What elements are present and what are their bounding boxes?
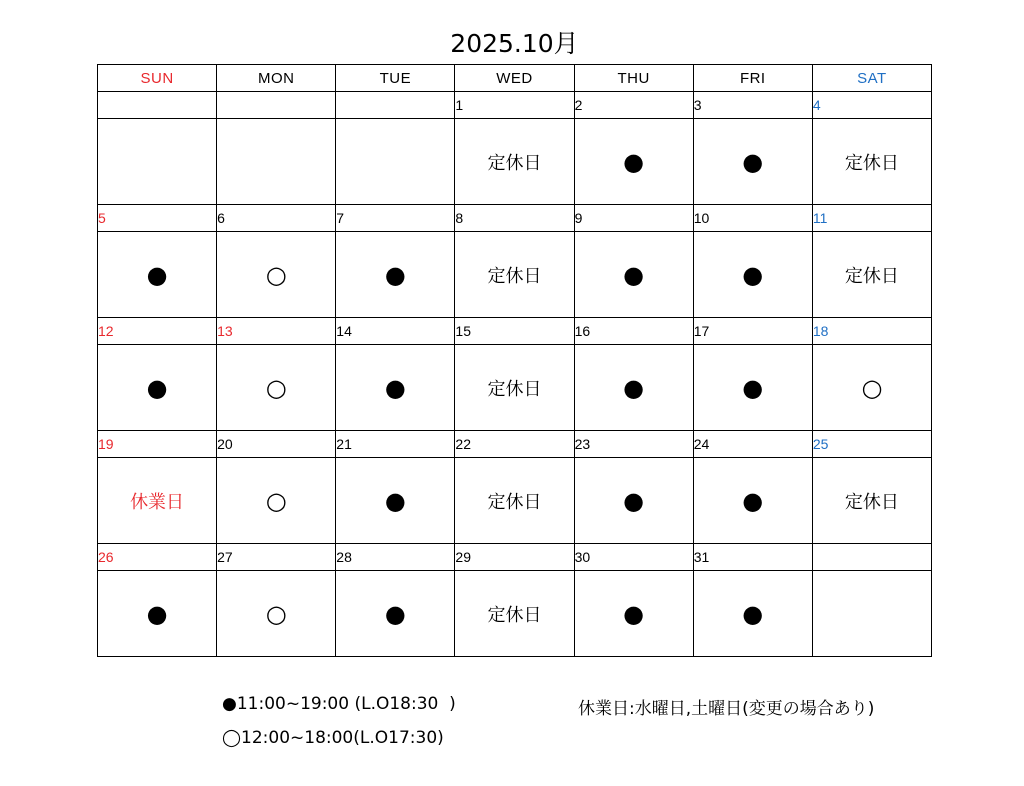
week-1-status-row: [98, 119, 932, 205]
calendar-title: 2025.10月: [450, 29, 579, 58]
regular-holiday-label: 定休日: [455, 571, 574, 657]
week-4-status-row: [98, 458, 932, 544]
date-cell: 14: [336, 318, 455, 345]
date-cell: 28: [336, 544, 455, 571]
date-cell: 30: [574, 544, 693, 571]
date-cell: 22: [455, 431, 574, 458]
regular-holiday-label: 定休日: [455, 458, 574, 544]
filled-circle-icon: ●: [98, 345, 217, 431]
legend-closed-days-note: 休業日:水曜日,土曜日(変更の場合あり): [578, 699, 875, 719]
weekday-fri: FRI: [693, 65, 812, 92]
date-cell: 20: [217, 431, 336, 458]
weekday-wed: WED: [455, 65, 574, 92]
date-cell: 29: [455, 544, 574, 571]
date-cell: 7: [336, 205, 455, 232]
filled-circle-icon: ●: [693, 232, 812, 318]
date-cell: 18: [812, 318, 931, 345]
filled-circle-icon: ●: [574, 458, 693, 544]
empty-cell: [336, 119, 455, 205]
date-cell: 9: [574, 205, 693, 232]
date-cell: 13: [217, 318, 336, 345]
weekday-mon: MON: [217, 65, 336, 92]
filled-circle-icon: ●: [693, 119, 812, 205]
filled-circle-icon: ●: [336, 232, 455, 318]
week-1-date-row: [98, 92, 932, 119]
weekday-tue: TUE: [336, 65, 455, 92]
filled-circle-icon: ●: [693, 571, 812, 657]
filled-circle-icon: ●: [336, 345, 455, 431]
regular-holiday-label: 定休日: [812, 119, 931, 205]
weekday-header-row: [98, 65, 932, 92]
filled-circle-icon: ●: [336, 458, 455, 544]
open-circle-icon: ○: [217, 458, 336, 544]
weekday-thu: THU: [574, 65, 693, 92]
date-cell: 6: [217, 205, 336, 232]
empty-date-cell: [217, 92, 336, 119]
week-2-date-row: [98, 205, 932, 232]
regular-holiday-label: 定休日: [812, 232, 931, 318]
week-3-status-row: [98, 345, 932, 431]
filled-circle-icon: ●: [336, 571, 455, 657]
date-cell: 27: [217, 544, 336, 571]
open-circle-icon: ○: [217, 345, 336, 431]
date-cell: 19: [98, 431, 217, 458]
regular-holiday-label: 定休日: [812, 458, 931, 544]
regular-holiday-label: 定休日: [455, 119, 574, 205]
date-cell: 8: [455, 205, 574, 232]
filled-circle-icon: ●: [574, 345, 693, 431]
week-4-date-row: [98, 431, 932, 458]
week-5-status-row: [98, 571, 932, 657]
empty-cell: [98, 119, 217, 205]
empty-date-cell: [812, 544, 931, 571]
filled-circle-icon: ●: [574, 571, 693, 657]
empty-date-cell: [336, 92, 455, 119]
date-cell: 10: [693, 205, 812, 232]
filled-circle-icon: ●: [98, 232, 217, 318]
date-cell: 12: [98, 318, 217, 345]
regular-holiday-label: 定休日: [455, 232, 574, 318]
open-circle-icon: ○: [217, 571, 336, 657]
legend-open-hours: ◯12:00~18:00(L.O17:30): [222, 728, 444, 748]
date-cell: 11: [812, 205, 931, 232]
filled-circle-icon: ●: [574, 232, 693, 318]
week-3-date-row: [98, 318, 932, 345]
empty-cell: [812, 571, 931, 657]
filled-circle-icon: ●: [98, 571, 217, 657]
date-cell: 5: [98, 205, 217, 232]
week-5-date-row: [98, 544, 932, 571]
date-cell: 31: [693, 544, 812, 571]
filled-circle-icon: ●: [574, 119, 693, 205]
date-cell: 24: [693, 431, 812, 458]
date-cell: 1: [455, 92, 574, 119]
date-cell: 17: [693, 318, 812, 345]
open-circle-icon: ○: [217, 232, 336, 318]
legend-filled-hours: ●11:00~19:00 (L.O18:30 ): [222, 694, 456, 714]
date-cell: 2: [574, 92, 693, 119]
week-2-status-row: [98, 232, 932, 318]
regular-holiday-label: 定休日: [455, 345, 574, 431]
weekday-sat: SAT: [812, 65, 931, 92]
date-cell: 21: [336, 431, 455, 458]
closed-day-label: 休業日: [98, 458, 217, 544]
empty-cell: [217, 119, 336, 205]
empty-date-cell: [98, 92, 217, 119]
date-cell: 25: [812, 431, 931, 458]
weekday-sun: SUN: [98, 65, 217, 92]
filled-circle-icon: ●: [693, 345, 812, 431]
date-cell: 4: [812, 92, 931, 119]
filled-circle-icon: ●: [693, 458, 812, 544]
open-circle-icon: ○: [812, 345, 931, 431]
calendar-grid: [97, 64, 932, 657]
date-cell: 15: [455, 318, 574, 345]
date-cell: 23: [574, 431, 693, 458]
date-cell: 3: [693, 92, 812, 119]
date-cell: 26: [98, 544, 217, 571]
date-cell: 16: [574, 318, 693, 345]
